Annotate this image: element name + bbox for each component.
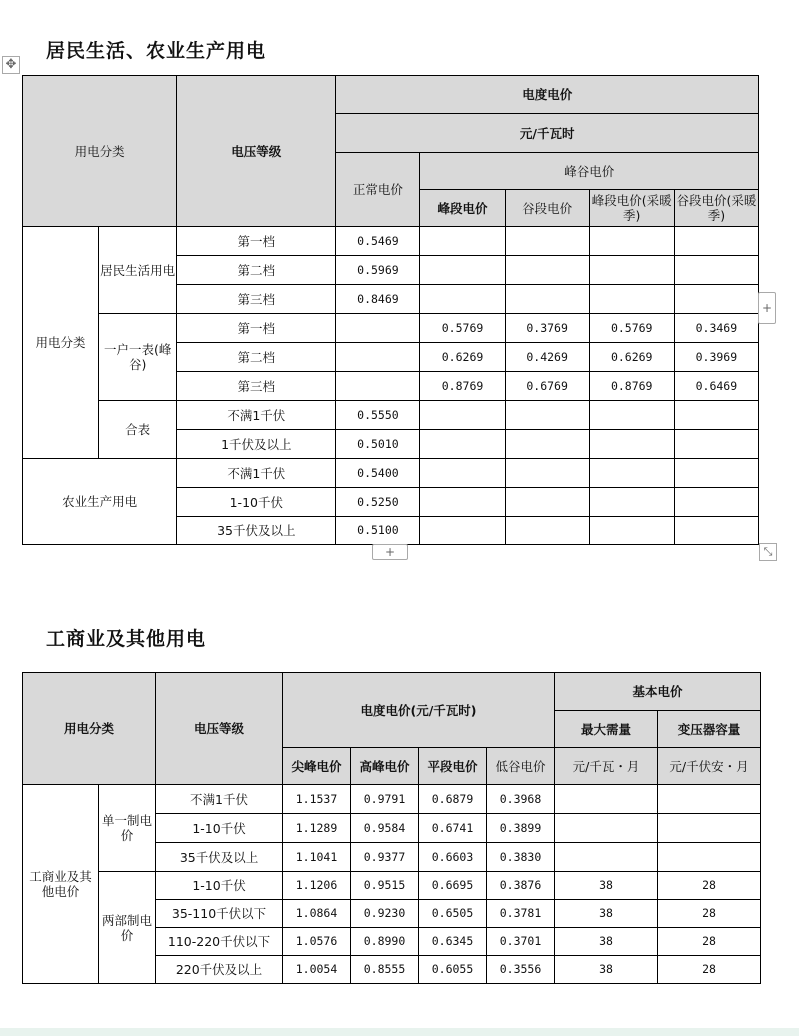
group-combined-meter: 合表 bbox=[99, 401, 177, 459]
voltage-label: 220千伏及以上 bbox=[156, 956, 283, 984]
voltage-label: 1-10千伏 bbox=[156, 872, 283, 900]
sharp-price-cell: 1.0054 bbox=[283, 956, 351, 984]
header-peak-heating: 峰段电价(采暖季) bbox=[589, 190, 674, 227]
voltage-label: 不满1千伏 bbox=[177, 401, 336, 430]
header-price-group: 电度电价 bbox=[336, 76, 759, 114]
header-voltage: 电压等级 bbox=[156, 673, 283, 785]
peak-price-cell: 0.8769 bbox=[420, 372, 505, 401]
high-price-cell: 0.8555 bbox=[351, 956, 419, 984]
group-commercial: 工商业及其他电价 bbox=[23, 785, 99, 984]
normal-price-cell: 0.5469 bbox=[336, 227, 420, 256]
tier-label: 第二档 bbox=[177, 343, 336, 372]
voltage-label: 1-10千伏 bbox=[177, 488, 336, 517]
flat-price-cell: 0.6879 bbox=[419, 785, 487, 814]
high-price-cell: 0.9230 bbox=[351, 900, 419, 928]
normal-price-cell: 0.5969 bbox=[336, 256, 420, 285]
commercial-price-table bbox=[22, 672, 761, 984]
header-tou-price: 峰谷电价 bbox=[420, 153, 759, 190]
normal-price-cell: 0.5550 bbox=[336, 401, 420, 430]
voltage-label: 35千伏及以上 bbox=[177, 517, 336, 545]
high-price-cell: 0.9377 bbox=[351, 843, 419, 872]
flat-price-cell: 0.6741 bbox=[419, 814, 487, 843]
valley-heating-price-cell: 0.3469 bbox=[674, 314, 758, 343]
normal-price-cell: 0.5010 bbox=[336, 430, 420, 459]
voltage-label: 1千伏及以上 bbox=[177, 430, 336, 459]
header-peak: 峰段电价 bbox=[420, 190, 505, 227]
demand-price-cell: 38 bbox=[555, 872, 658, 900]
transformer-price-cell: 28 bbox=[658, 928, 761, 956]
valley-heating-price-cell: 0.6469 bbox=[674, 372, 758, 401]
voltage-label: 110-220千伏以下 bbox=[156, 928, 283, 956]
low-price-cell: 0.3830 bbox=[487, 843, 555, 872]
sharp-price-cell: 1.0576 bbox=[283, 928, 351, 956]
tier-label: 第一档 bbox=[177, 227, 336, 256]
demand-price-cell: 38 bbox=[555, 928, 658, 956]
sharp-price-cell: 1.1289 bbox=[283, 814, 351, 843]
low-price-cell: 0.3701 bbox=[487, 928, 555, 956]
peak-heating-price-cell: 0.8769 bbox=[589, 372, 674, 401]
header-category: 用电分类 bbox=[23, 76, 177, 227]
tier-label: 第三档 bbox=[177, 372, 336, 401]
sharp-price-cell: 1.0864 bbox=[283, 900, 351, 928]
voltage-label: 不满1千伏 bbox=[177, 459, 336, 488]
bottom-status-strip bbox=[0, 1028, 799, 1036]
header-low-valley: 低谷电价 bbox=[487, 748, 555, 785]
header-voltage: 电压等级 bbox=[177, 76, 336, 227]
header-sharp-peak: 尖峰电价 bbox=[283, 748, 351, 785]
high-price-cell: 0.8990 bbox=[351, 928, 419, 956]
header-flat: 平段电价 bbox=[419, 748, 487, 785]
group-one-meter: 一户一表(峰谷) bbox=[99, 314, 177, 401]
transformer-price-cell: 28 bbox=[658, 900, 761, 928]
group-two-part: 两部制电价 bbox=[99, 872, 156, 984]
normal-price-cell: 0.5400 bbox=[336, 459, 420, 488]
peak-heating-price-cell: 0.5769 bbox=[589, 314, 674, 343]
group-residential: 居民生活用电 bbox=[99, 227, 177, 314]
group-main-category: 用电分类 bbox=[23, 227, 99, 459]
header-high-peak: 高峰电价 bbox=[351, 748, 419, 785]
low-price-cell: 0.3899 bbox=[487, 814, 555, 843]
header-normal-price: 正常电价 bbox=[336, 153, 420, 227]
flat-price-cell: 0.6345 bbox=[419, 928, 487, 956]
add-row-icon[interactable]: + bbox=[372, 544, 408, 560]
transformer-price-cell: 28 bbox=[658, 872, 761, 900]
move-handle-icon[interactable]: ✥ bbox=[2, 56, 20, 74]
demand-price-cell: 38 bbox=[555, 956, 658, 984]
add-column-icon[interactable]: + bbox=[758, 292, 776, 324]
tier-label: 第三档 bbox=[177, 285, 336, 314]
tier-label: 第二档 bbox=[177, 256, 336, 285]
normal-price-cell: 0.5250 bbox=[336, 488, 420, 517]
valley-price-cell: 0.6769 bbox=[505, 372, 589, 401]
section2-title: 工商业及其他用电 bbox=[46, 628, 207, 650]
low-price-cell: 0.3968 bbox=[487, 785, 555, 814]
sharp-price-cell: 1.1537 bbox=[283, 785, 351, 814]
flat-price-cell: 0.6055 bbox=[419, 956, 487, 984]
peak-price-cell: 0.6269 bbox=[420, 343, 505, 372]
header-unit-demand: 元/千瓦・月 bbox=[555, 748, 658, 785]
normal-price-cell: 0.8469 bbox=[336, 285, 420, 314]
flat-price-cell: 0.6695 bbox=[419, 872, 487, 900]
header-valley: 谷段电价 bbox=[505, 190, 589, 227]
header-price-group: 电度电价(元/千瓦时) bbox=[283, 673, 555, 748]
voltage-label: 不满1千伏 bbox=[156, 785, 283, 814]
valley-price-cell: 0.3769 bbox=[505, 314, 589, 343]
flat-price-cell: 0.6603 bbox=[419, 843, 487, 872]
resize-icon[interactable]: ⤡ bbox=[759, 543, 777, 561]
normal-price-cell: 0.5100 bbox=[336, 517, 420, 545]
residential-agriculture-price-table bbox=[22, 75, 759, 545]
voltage-label: 35-110千伏以下 bbox=[156, 900, 283, 928]
header-transformer: 变压器容量 bbox=[658, 711, 761, 748]
group-agriculture: 农业生产用电 bbox=[23, 459, 177, 545]
header-valley-heating: 谷段电价(采暖季) bbox=[674, 190, 758, 227]
high-price-cell: 0.9515 bbox=[351, 872, 419, 900]
peak-heating-price-cell: 0.6269 bbox=[589, 343, 674, 372]
sharp-price-cell: 1.1041 bbox=[283, 843, 351, 872]
demand-price-cell: 38 bbox=[555, 900, 658, 928]
voltage-label: 1-10千伏 bbox=[156, 814, 283, 843]
transformer-price-cell: 28 bbox=[658, 956, 761, 984]
header-unit-transformer: 元/千伏安・月 bbox=[658, 748, 761, 785]
header-unit: 元/千瓦时 bbox=[336, 114, 759, 153]
header-base-price: 基本电价 bbox=[555, 673, 761, 711]
valley-price-cell: 0.4269 bbox=[505, 343, 589, 372]
header-category: 用电分类 bbox=[23, 673, 156, 785]
sharp-price-cell: 1.1206 bbox=[283, 872, 351, 900]
low-price-cell: 0.3556 bbox=[487, 956, 555, 984]
high-price-cell: 0.9584 bbox=[351, 814, 419, 843]
low-price-cell: 0.3781 bbox=[487, 900, 555, 928]
flat-price-cell: 0.6505 bbox=[419, 900, 487, 928]
group-single-rate: 单一制电价 bbox=[99, 785, 156, 872]
valley-heating-price-cell: 0.3969 bbox=[674, 343, 758, 372]
peak-price-cell: 0.5769 bbox=[420, 314, 505, 343]
voltage-label: 35千伏及以上 bbox=[156, 843, 283, 872]
low-price-cell: 0.3876 bbox=[487, 872, 555, 900]
section1-title: 居民生活、农业生产用电 bbox=[46, 40, 267, 62]
header-max-demand: 最大需量 bbox=[555, 711, 658, 748]
tier-label: 第一档 bbox=[177, 314, 336, 343]
high-price-cell: 0.9791 bbox=[351, 785, 419, 814]
